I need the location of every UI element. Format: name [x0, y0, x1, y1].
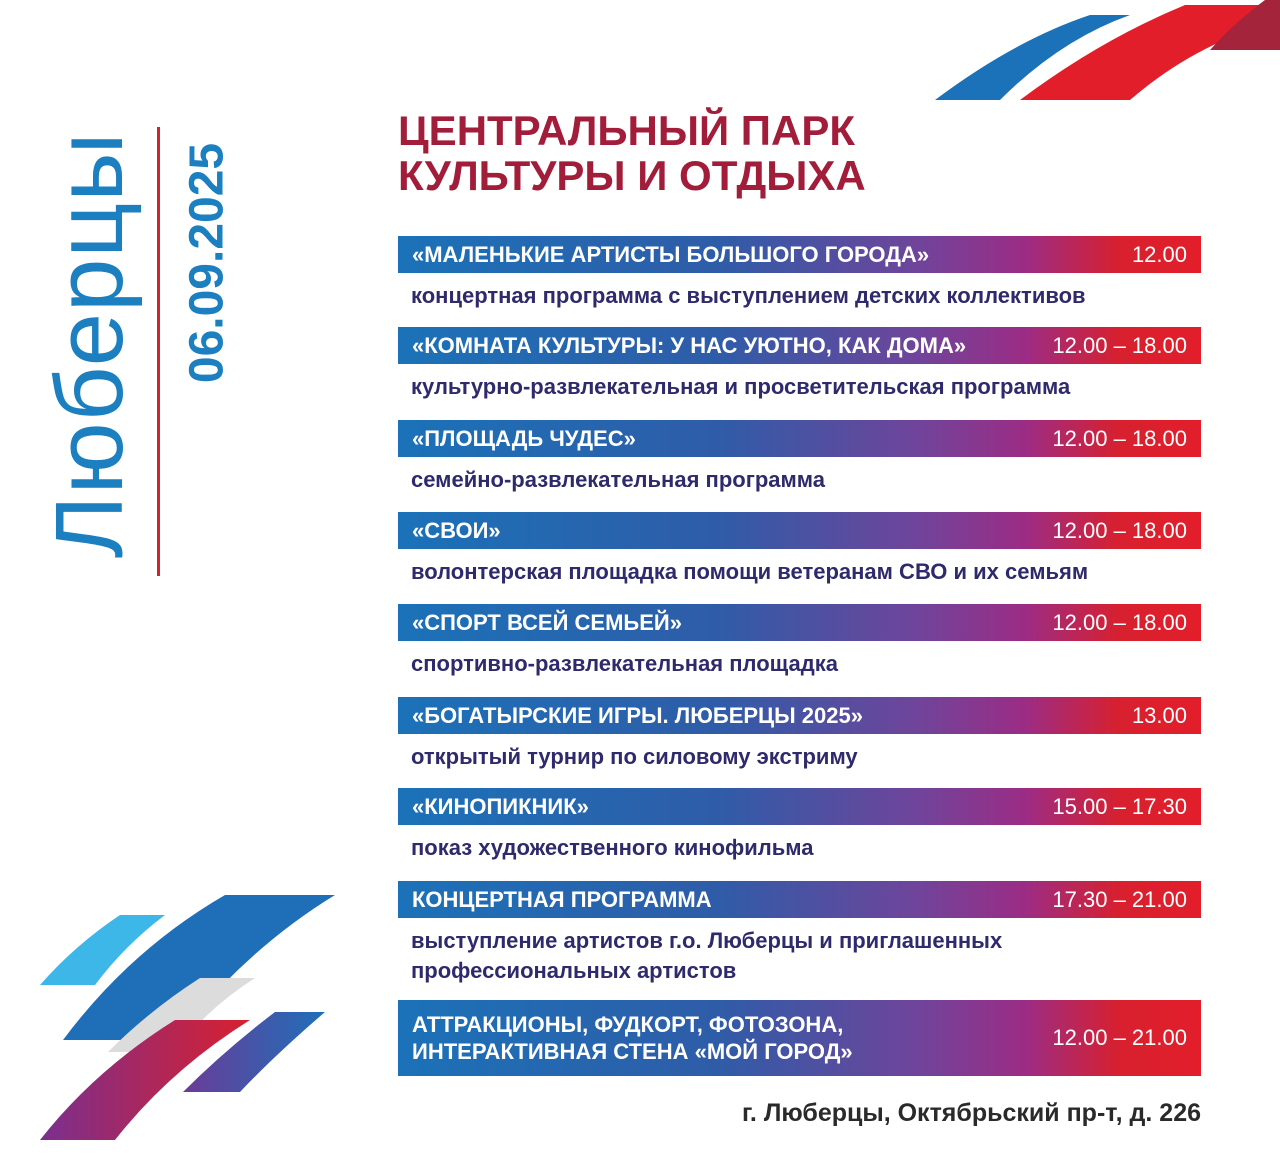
event-time: 17.30 – 21.00	[1052, 886, 1187, 912]
event-bar	[398, 512, 1201, 549]
event-description: открытый турнир по силовому экстриму	[411, 744, 858, 769]
event-bar	[398, 788, 1201, 825]
event-name: «СВОИ»	[412, 517, 501, 543]
event-description: показ художественного кинофильма	[411, 835, 814, 860]
event-name: «ПЛОЩАДЬ ЧУДЕС»	[412, 425, 636, 451]
event-time: 12.00	[1131, 241, 1187, 267]
event-time: 12.00 – 18.00	[1052, 332, 1187, 358]
event-bar	[398, 1000, 1201, 1076]
event-time: 15.00 – 17.30	[1052, 793, 1187, 819]
city-name: Люберцы	[36, 131, 143, 559]
event-name-line-1: АТТРАКЦИОНЫ, ФУДКОРТ, ФОТОЗОНА,	[412, 1012, 844, 1037]
event-name: «МАЛЕНЬКИЕ АРТИСТЫ БОЛЬШОГО ГОРОДА»	[412, 241, 930, 267]
event-description: волонтерская площадка помощи ветеранам СВО и их семьям	[411, 559, 1089, 584]
event-bar	[398, 327, 1201, 364]
event-name-line-2: ИНТЕРАКТИВНАЯ СТЕНА «МОЙ ГОРОД»	[412, 1039, 853, 1064]
event-item	[398, 512, 1201, 587]
vertical-divider	[157, 127, 160, 576]
event-bar	[398, 881, 1201, 918]
event-item	[398, 788, 1201, 863]
event-bar	[398, 604, 1201, 641]
event-description: культурно-развлекательная и просветительская программа	[411, 374, 1071, 399]
event-time: 13.00	[1131, 702, 1187, 728]
event-name: «СПОРТ ВСЕЙ СЕМЬЕЙ»	[412, 609, 682, 635]
event-name: «КОМНАТА КУЛЬТУРЫ: У НАС УЮТНО, КАК ДОМА»	[412, 332, 967, 358]
address: г. Люберцы, Октябрьский пр-т, д. 226	[742, 1099, 1201, 1127]
event-bar	[398, 697, 1201, 734]
event-item	[398, 236, 1201, 311]
event-item	[398, 420, 1201, 495]
title-line-1: ЦЕНТРАЛЬНЫЙ ПАРК	[398, 107, 855, 154]
event-name: КОНЦЕРТНАЯ ПРОГРАММА	[412, 886, 712, 912]
event-description-line-1: выступление артистов г.о. Люберцы и приглашенных	[411, 928, 1003, 953]
event-item	[398, 697, 1201, 772]
event-bar	[398, 420, 1201, 457]
event-item	[398, 327, 1201, 402]
event-item	[398, 604, 1201, 679]
event-time: 12.00 – 18.00	[1052, 517, 1187, 543]
event-item	[398, 1000, 1201, 1076]
event-description: семейно-развлекательная программа	[411, 467, 826, 492]
event-time: 12.00 – 21.00	[1052, 1025, 1187, 1050]
page-title	[398, 108, 866, 198]
event-name	[412, 1011, 853, 1065]
title-line-2: КУЛЬТУРЫ И ОТДЫХА	[398, 152, 866, 199]
event-item	[398, 881, 1201, 986]
event-description	[411, 926, 1201, 986]
event-bar	[398, 236, 1201, 273]
event-description: концертная программа с выступлением детских коллективов	[411, 283, 1086, 308]
event-name: «КИНОПИКНИК»	[412, 793, 589, 819]
event-description-line-2: профессиональных артистов	[411, 958, 737, 983]
event-name: «БОГАТЫРСКИЕ ИГРЫ. ЛЮБЕРЦЫ 2025»	[412, 702, 863, 728]
stripe-top-red	[1020, 5, 1280, 100]
event-time: 12.00 – 18.00	[1052, 609, 1187, 635]
event-time: 12.00 – 18.00	[1052, 425, 1187, 451]
event-description: спортивно-развлекательная площадка	[411, 651, 838, 676]
event-date: 06.09.2025	[180, 142, 234, 384]
